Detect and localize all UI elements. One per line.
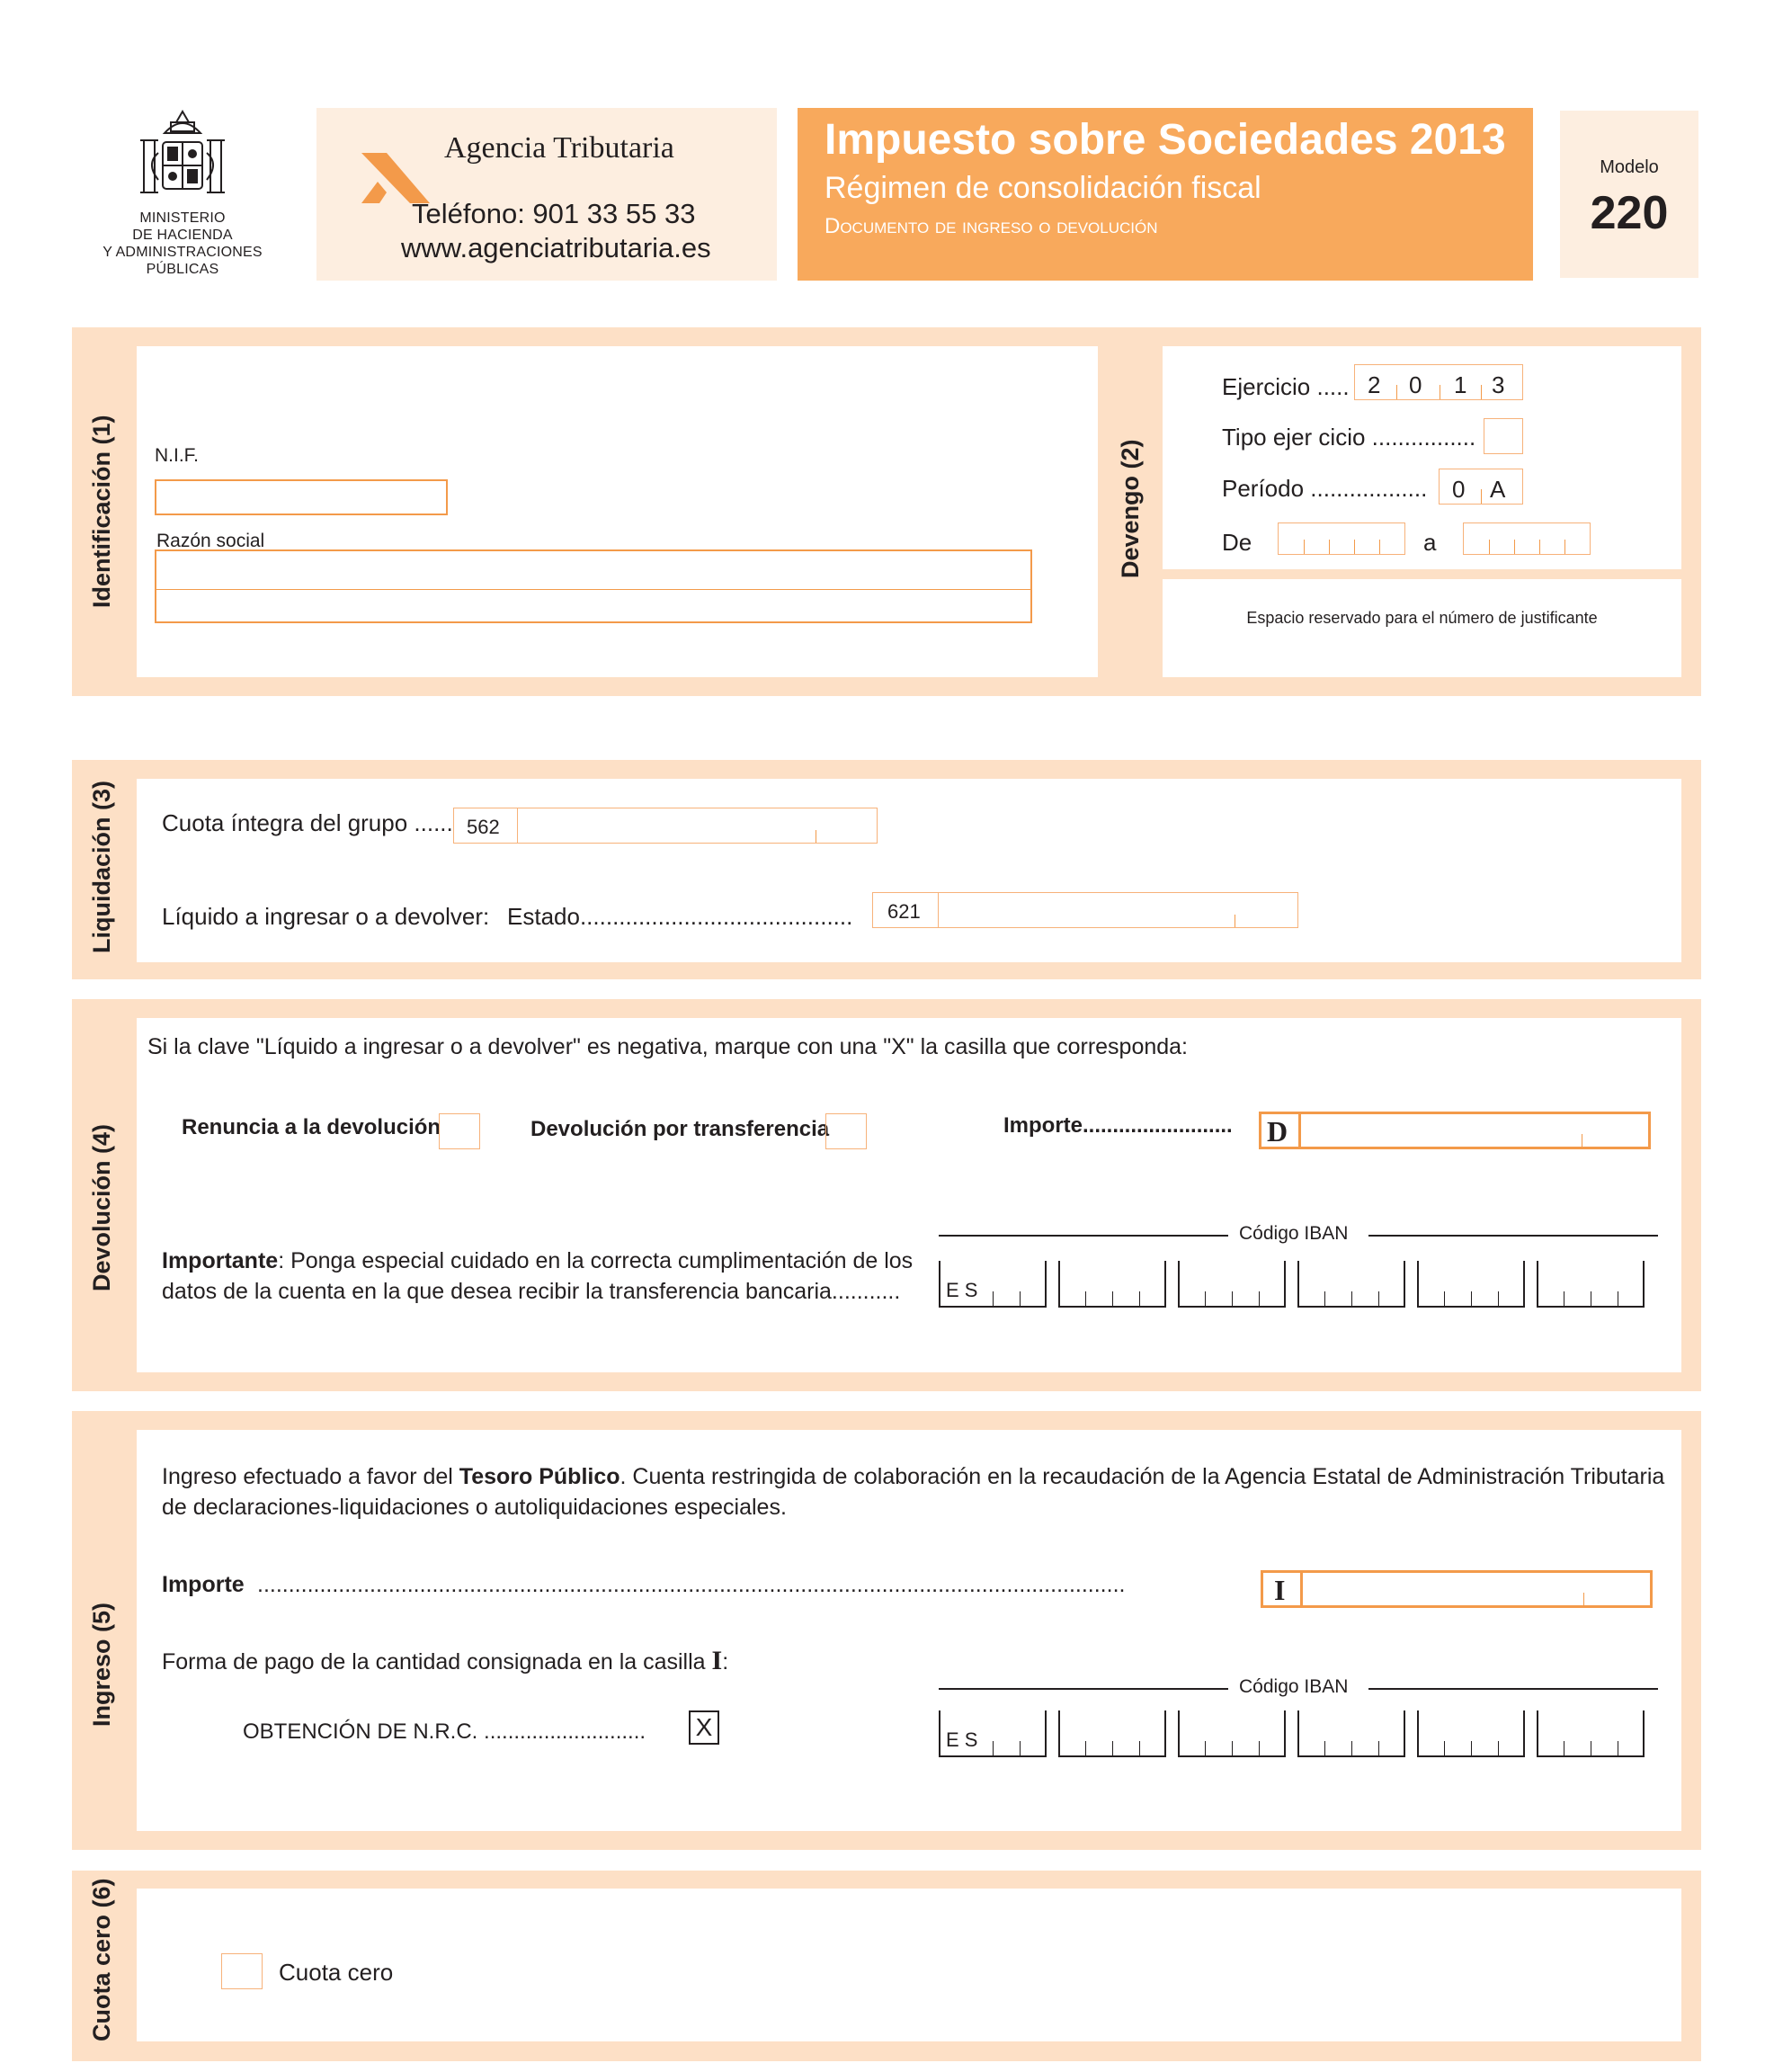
renuncia-label: Renuncia a la devolución <box>182 1115 441 1139</box>
ingreso-text-1 <box>162 1464 1664 1490</box>
iban-group-4[interactable] <box>1297 1261 1405 1308</box>
ingreso-importe-code: I <box>1274 1574 1286 1606</box>
periodo-digit-2: A <box>1490 476 1506 503</box>
forma-pago-label <box>162 1646 728 1676</box>
a-label: a <box>1423 529 1437 556</box>
ingreso-importe-label: Importe <box>162 1572 245 1597</box>
title-box <box>798 108 1533 281</box>
ingreso-importe-input[interactable] <box>1261 1570 1653 1608</box>
nrc-checkbox-mark: X <box>695 1713 713 1741</box>
important-bold: Importante <box>162 1248 279 1273</box>
devolucion-label: Devolución (4) <box>88 1123 115 1291</box>
nif-label: N.I.F. <box>155 445 200 466</box>
iban-group-6[interactable] <box>1537 1261 1645 1308</box>
forma-pago-code: I <box>711 1646 723 1675</box>
devolucion-importe-label: Importe......................... <box>1003 1113 1233 1138</box>
nrc-label: OBTENCIÓN DE N.R.C. ........................... <box>243 1719 646 1744</box>
iban-input-ingreso[interactable] <box>939 1710 1658 1757</box>
liquidacion-panel <box>137 779 1681 962</box>
forma-pago-post: : <box>722 1649 729 1675</box>
iban-group-1[interactable] <box>939 1710 1047 1757</box>
transferencia-checkbox[interactable] <box>825 1113 867 1149</box>
iban-group-1[interactable] <box>939 1261 1047 1308</box>
ingreso-panel <box>137 1430 1681 1831</box>
cuota-cero-checkbox[interactable] <box>221 1953 263 1989</box>
cuota-cero-label: Cuota cero (6) <box>88 1878 115 2041</box>
devolucion-importe-code: D <box>1267 1115 1288 1148</box>
devengo-label: Devengo (2) <box>1117 439 1144 578</box>
reserved-space-panel <box>1163 579 1681 677</box>
iban-prefix-devolucion: E S <box>946 1279 978 1301</box>
iban-group-6[interactable] <box>1537 1710 1645 1757</box>
nrc-checkbox[interactable] <box>689 1710 719 1745</box>
razon-social-label: Razón social <box>156 531 265 551</box>
cuota-integra-label: Cuota íntegra del grupo ...... <box>162 809 453 836</box>
iban-label-ingreso: Código IBAN <box>1239 1676 1349 1697</box>
razon-social-input[interactable] <box>155 549 1032 623</box>
ministry-line-3: Y ADMINISTRACIONES PÚBLICAS <box>103 245 263 277</box>
ejercicio-digit-3: 1 <box>1454 371 1467 398</box>
iban-header-devolucion <box>939 1223 1658 1246</box>
renuncia-checkbox[interactable] <box>439 1113 480 1149</box>
devolucion-importe-input[interactable] <box>1259 1112 1651 1149</box>
important-text-1 <box>162 1248 913 1274</box>
iban-group-3[interactable] <box>1178 1261 1286 1308</box>
liquido-label: Líquido a ingresar o a devolver: <box>162 903 490 930</box>
liquidacion-label: Liquidación (3) <box>88 781 115 953</box>
ministry-logo <box>70 106 295 277</box>
ejercicio-digit-4: 3 <box>1492 371 1505 398</box>
ingreso-text-1-bold: Tesoro Público <box>459 1464 620 1489</box>
iban-label-devolucion: Código IBAN <box>1239 1223 1349 1244</box>
agency-phone: Teléfono: 901 33 55 33 <box>412 198 696 229</box>
form-doc-type: Documento de ingreso o devolución <box>825 214 1158 238</box>
iban-group-2[interactable] <box>1058 1710 1166 1757</box>
agency-box <box>316 108 777 281</box>
ejercicio-digit-2: 0 <box>1409 371 1422 398</box>
iban-header-ingreso <box>939 1676 1658 1700</box>
iban-group-3[interactable] <box>1178 1710 1286 1757</box>
ingreso-importe-dots: ........................................................................................................................................... <box>257 1572 1126 1597</box>
ejercicio-digit-1: 2 <box>1368 371 1381 398</box>
reserved-space-text: Espacio reservado para el número de justificante <box>1246 609 1598 627</box>
periodo-label: Período .................. <box>1222 475 1428 502</box>
identificacion-label: Identificación (1) <box>88 415 115 608</box>
cuota-integra-input[interactable] <box>453 808 878 844</box>
devolucion-instruction: Si la clave "Líquido a ingresar o a devolver" es negativa, marque con una "X" la casilla que corresponda: <box>147 1034 1189 1059</box>
estado-input[interactable] <box>872 892 1298 928</box>
devengo-panel <box>1163 346 1681 569</box>
agency-website: www.agenciatributaria.es <box>401 232 711 263</box>
iban-group-2[interactable] <box>1058 1261 1166 1308</box>
tipo-ejercicio-input[interactable] <box>1484 418 1523 454</box>
periodo-digit-1: 0 <box>1452 476 1466 503</box>
cuota-cero-panel <box>137 1889 1681 2041</box>
model-number: 220 <box>1590 187 1669 239</box>
iban-group-5[interactable] <box>1417 1261 1525 1308</box>
a-date-input[interactable] <box>1463 522 1591 555</box>
ingreso-text-2: de declaraciones-liquidaciones o autoliquidaciones especiales. <box>162 1495 787 1520</box>
transferencia-label: Devolución por transferencia <box>530 1117 830 1141</box>
ingreso-label: Ingreso (5) <box>88 1602 115 1727</box>
ejercicio-label: Ejercicio ..... <box>1222 373 1350 400</box>
estado-code: 621 <box>887 900 921 923</box>
devolucion-panel <box>137 1018 1681 1372</box>
de-label: De <box>1222 529 1252 556</box>
ejercicio-input[interactable] <box>1354 364 1523 400</box>
form-title: Impuesto sobre Sociedades 2013 <box>825 116 1506 164</box>
tipo-ejercicio-label: Tipo ejer cicio ................ <box>1222 424 1476 451</box>
devolucion-importe-code-box <box>1261 1114 1301 1147</box>
important-text-2: datos de la cuenta en la que desea recibir la transferencia bancaria........... <box>162 1279 901 1304</box>
iban-group-4[interactable] <box>1297 1710 1405 1757</box>
ingreso-importe-code-box <box>1263 1573 1303 1605</box>
ingreso-text-1-post: . Cuenta restringida de colaboración en la recaudación de la Agencia Estatal de Administración Tributaria <box>620 1464 1665 1489</box>
form-subtitle: Régimen de consolidación fiscal <box>825 171 1261 205</box>
periodo-input[interactable] <box>1439 469 1523 505</box>
iban-prefix-ingreso: E S <box>946 1728 978 1751</box>
ministry-line-2: DE HACIENDA <box>132 228 233 243</box>
cuota-integra-code: 562 <box>467 816 500 838</box>
important-rest: : Ponga especial cuidado en la correcta cumplimentación de los <box>278 1248 914 1273</box>
ingreso-text-1-pre: Ingreso efectuado a favor del <box>162 1464 459 1489</box>
de-date-input[interactable] <box>1278 522 1405 555</box>
iban-group-5[interactable] <box>1417 1710 1525 1757</box>
agency-name: Agencia Tributaria <box>444 131 674 165</box>
coat-of-arms-icon <box>70 106 295 205</box>
ministry-line-1: MINISTERIO <box>139 210 226 226</box>
iban-input-devolucion[interactable] <box>939 1261 1658 1308</box>
model-label: Modelo <box>1600 157 1659 177</box>
model-box <box>1560 111 1698 278</box>
cuota-cero-checkbox-label: Cuota cero <box>279 1959 394 1986</box>
identificacion-panel <box>137 346 1098 677</box>
estado-label: Estado.......................................... <box>507 903 853 930</box>
nif-input[interactable] <box>155 479 448 515</box>
forma-pago-pre: Forma de pago de la cantidad consignada en la casilla <box>162 1649 712 1675</box>
